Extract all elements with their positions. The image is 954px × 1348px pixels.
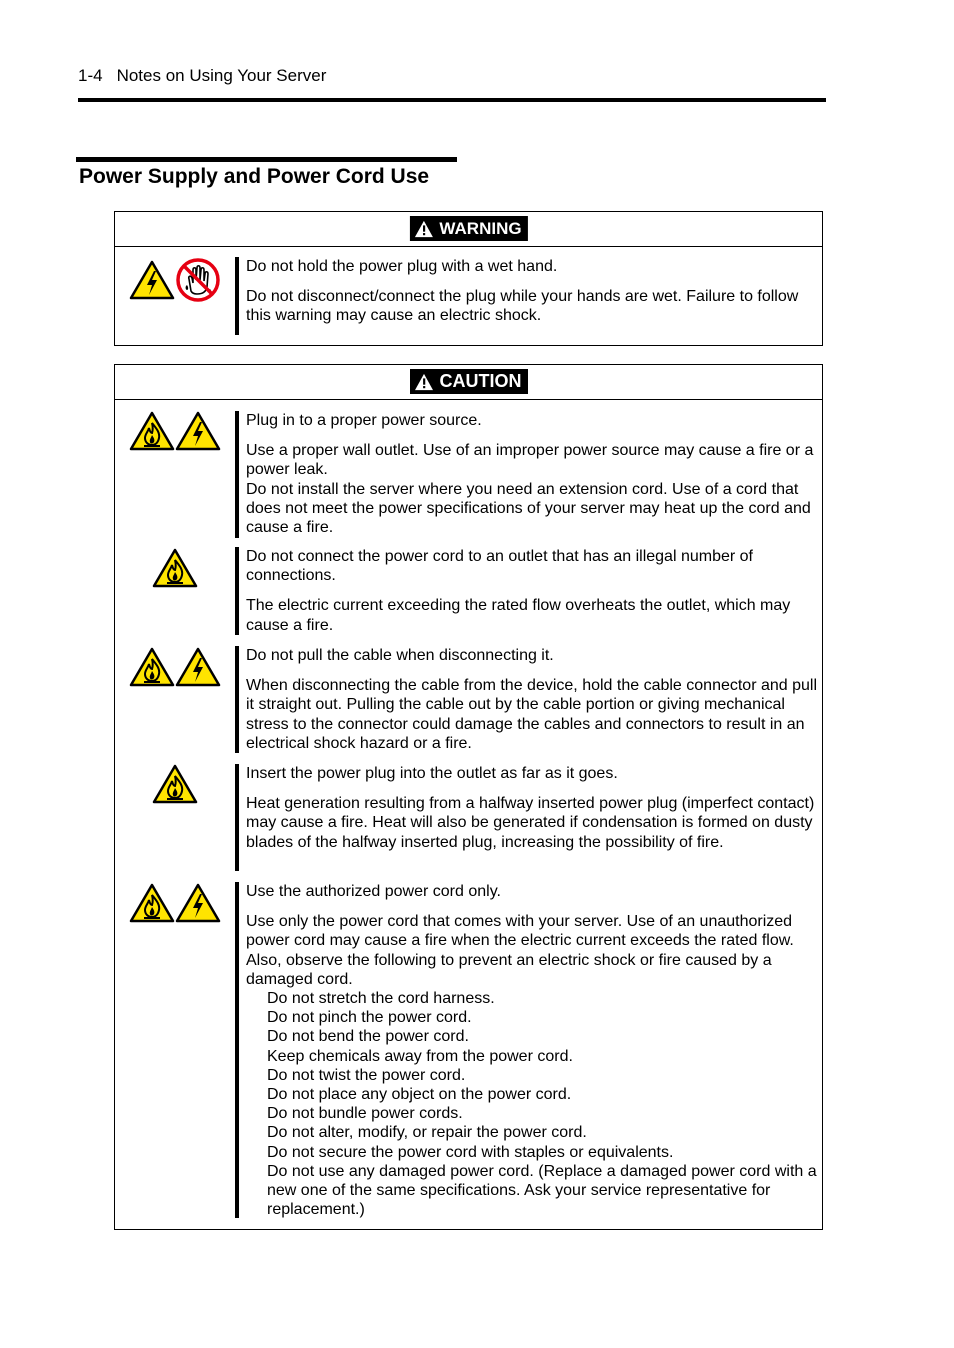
caution-item-icons <box>115 647 235 687</box>
list-item: Do not use any damaged power cord. (Replace a damaged power cord with a new one of the same specifications. Ask your service representative for replacement.) <box>267 1162 817 1219</box>
caution-item-body: The electric current exceeding the rated flow overheats the outlet, which may cause a fire. <box>246 597 791 634</box>
warning-item <box>115 257 822 337</box>
fire-hazard-icon <box>129 411 175 451</box>
warning-label-text: WARNING <box>439 218 522 238</box>
caution-label <box>410 369 528 394</box>
electric-shock-icon <box>175 411 221 451</box>
cord-rules-list <box>246 989 818 1219</box>
page-header <box>78 64 826 102</box>
caution-item-title: Do not pull the cable when disconnecting it. <box>246 647 554 664</box>
caution-item-text <box>235 764 818 871</box>
warning-item-body: Do not disconnect/connect the plug while your hands are wet. Failure to follow this warning may cause an electric shock. <box>246 288 799 325</box>
caution-item-text <box>235 882 818 1218</box>
no-wet-hands-icon <box>175 257 221 303</box>
caution-item-text <box>235 411 818 538</box>
list-item: Do not place any object on the power cord. <box>267 1086 572 1104</box>
electric-shock-icon <box>175 883 221 923</box>
list-item: Do not alter, modify, or repair the power cord. <box>267 1124 587 1142</box>
fire-hazard-icon <box>152 764 198 804</box>
caution-item-icons <box>115 764 235 804</box>
caution-item-text <box>235 646 818 753</box>
caution-item-title: Insert the power plug into the outlet as far as it goes. <box>246 765 618 782</box>
fire-hazard-icon <box>129 883 175 923</box>
caution-item-title: Use the authorized power cord only. <box>246 883 501 900</box>
caution-label-text: CAUTION <box>439 371 522 391</box>
warning-item-title: Do not hold the power plug with a wet hand. <box>246 258 558 275</box>
caution-item-text <box>235 547 818 635</box>
caution-item-body: Use a proper wall outlet. Use of an improper power source may cause a fire or a power leak. <box>246 442 814 479</box>
caution-item-title: Do not connect the power cord to an outlet that has an illegal number of connections. <box>246 548 753 585</box>
caution-item-body: Heat generation resulting from a halfway inserted power plug (imperfect contact) may cause a fire. Heat will also be generated if condensation is formed on dusty blades of the halfway inserted plug, increasing the possibility of fire. <box>246 795 815 851</box>
warning-triangle-icon <box>414 373 434 391</box>
caution-item-icons <box>115 411 235 451</box>
list-item: Do not stretch the cord harness. <box>267 990 495 1008</box>
page-number: 1-4 <box>78 66 103 85</box>
electric-shock-icon <box>175 647 221 687</box>
chapter-title: Notes on Using Your Server <box>116 66 327 85</box>
caution-item-icons <box>115 548 235 588</box>
fire-hazard-icon <box>152 548 198 588</box>
caution-item-title: Plug in to a proper power source. <box>246 412 482 429</box>
caution-box <box>114 364 823 1230</box>
warning-triangle-icon <box>413 220 433 238</box>
warning-header <box>115 212 822 247</box>
list-item: Keep chemicals away from the power cord. <box>267 1047 573 1065</box>
warning-label <box>409 216 527 241</box>
section-title: Power Supply and Power Cord Use <box>76 157 457 189</box>
list-item: Do not bundle power cords. <box>267 1105 463 1123</box>
warning-text <box>235 257 818 335</box>
caution-item-icons <box>115 883 235 923</box>
caution-item-body: Use only the power cord that comes with your server. Use of an unauthorized power cord may cause a fire when the electric current exceeds the rated flow. Also, observe the following to prevent an electric shock or fire caused by a damaged cord. <box>246 913 794 988</box>
list-item: Do not bend the power cord. <box>267 1028 469 1046</box>
caution-item-body-2: Do not install the server where you need an extension cord. Use of a cord that does not meet the power specifications of your server may heat up the cord and cause a fire. <box>246 480 811 537</box>
warning-icons <box>115 259 235 303</box>
electric-shock-icon <box>129 259 175 301</box>
fire-hazard-icon <box>129 647 175 687</box>
caution-item-body: When disconnecting the cable from the device, hold the cable connector and pull it straight out. Pulling the cable out by the cable portion or giving mechanical stress to the connector could damage the cables and connectors to result in an electrical shock hazard or a fire. <box>246 677 818 752</box>
warning-box <box>114 211 823 346</box>
list-item: Do not pinch the power cord. <box>267 1009 472 1027</box>
caution-header <box>115 365 822 400</box>
list-item: Do not secure the power cord with staples or equivalents. <box>267 1143 674 1161</box>
list-item: Do not twist the power cord. <box>267 1066 466 1084</box>
